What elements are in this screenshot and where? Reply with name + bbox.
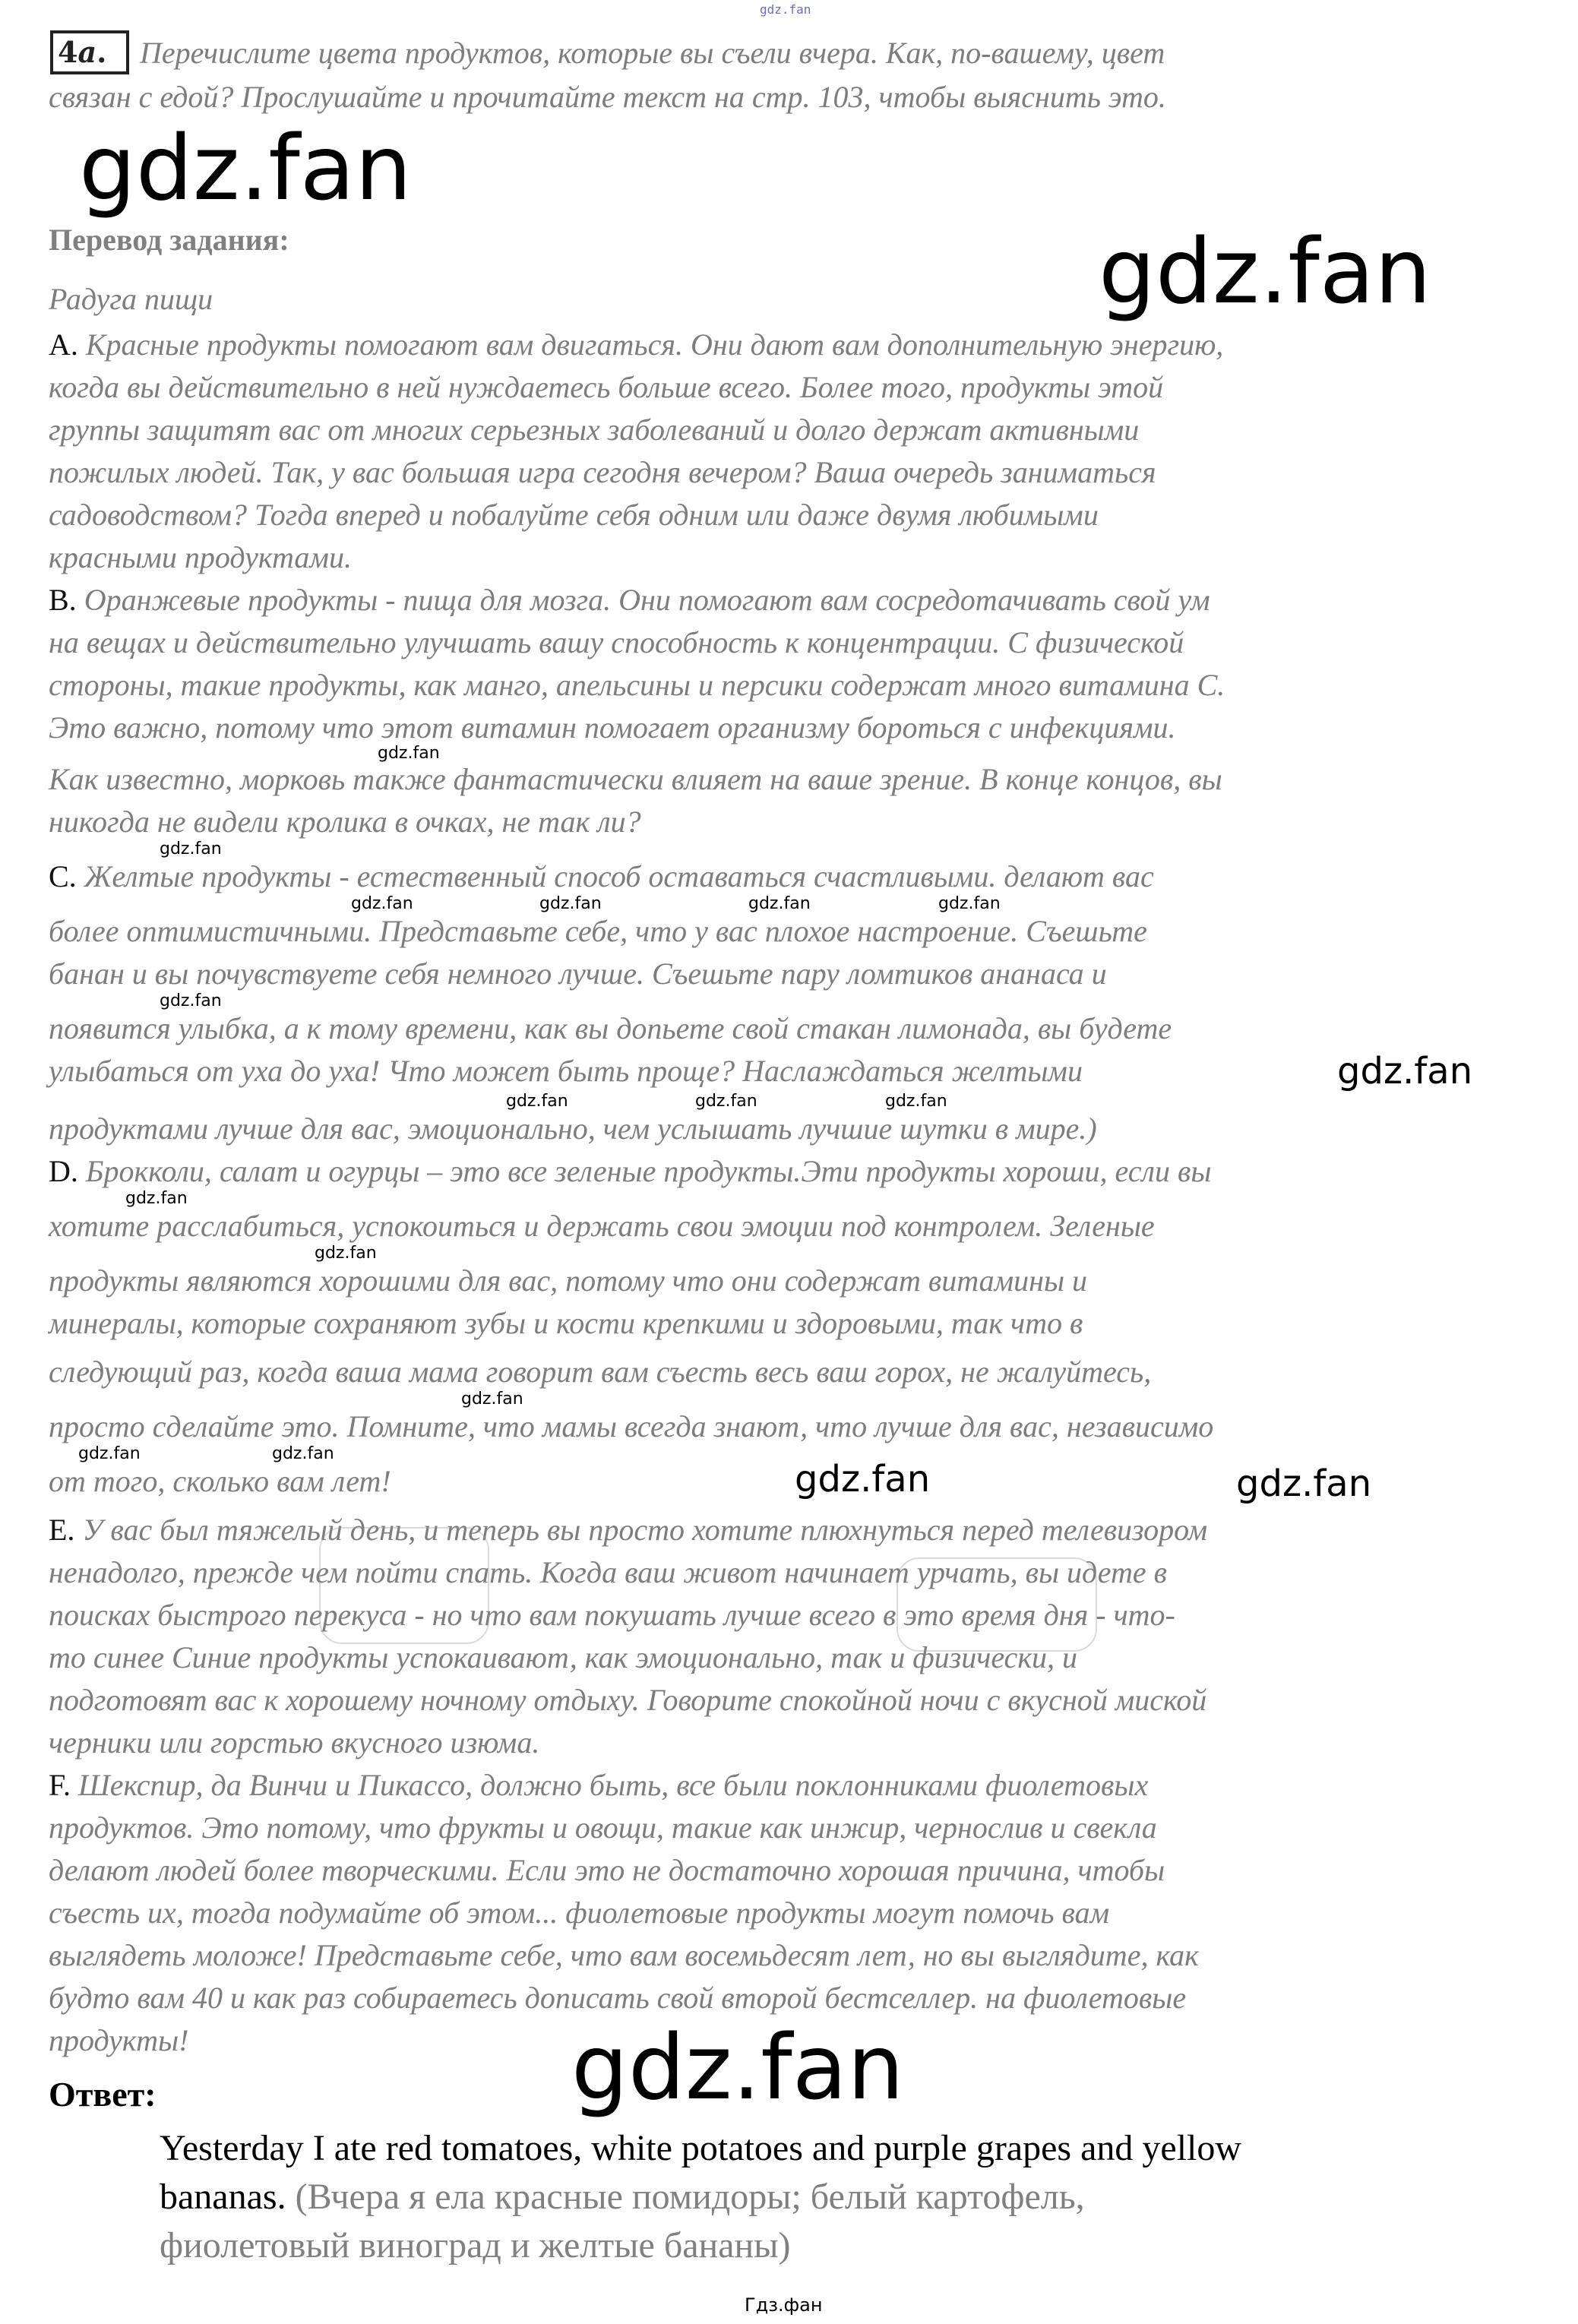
section-line xyxy=(49,1769,1148,1802)
ghost-mark xyxy=(897,1557,1097,1652)
section-text: Шекспир, да Винчи и Пикассо, должно быть, все были поклонниками фиолетовых xyxy=(78,1768,1149,1802)
task-number xyxy=(58,33,106,71)
section-line: когда вы действительно в ней нуждаетесь больше всего. Более того, продукты этой xyxy=(49,370,1164,404)
section-line: будто вам 40 и как раз собираетесь дописать свой второй бестселлер. на фиолетовые xyxy=(49,1981,1187,2015)
section-line: красными продуктами. xyxy=(49,540,352,574)
section-letter: D. xyxy=(49,1154,78,1188)
section-line: банан и вы почувствуете себя немного лучше. Съешьте пару ломтиков ананаса и xyxy=(49,956,1107,991)
section-line: продукты являются хорошими для вас, потому что они содержат витамины и xyxy=(49,1263,1088,1298)
section-line: продуктами лучше для вас, эмоционально, чем услышать лучшие шутки в мире.) xyxy=(49,1111,1097,1146)
task-number-letter: a xyxy=(77,35,97,69)
section-line: на вещах и действительно улучшать вашу способность к концентрации. С физической xyxy=(49,625,1184,659)
ghost-mark xyxy=(319,1527,489,1644)
section-line: подготовят вас к хорошему ночному отдыху. Говорите спокойной ночи с вкусной миской xyxy=(49,1683,1207,1717)
section-line xyxy=(49,860,1154,893)
section-line: никогда не видели кролика в очках, не так ли? xyxy=(49,805,641,839)
task-number-dot: . xyxy=(96,35,107,69)
section-line: выглядеть моложе! Представьте себе, что вам восемьдесят лет, но вы выглядите, как xyxy=(49,1938,1199,1972)
section-line: пожилых людей. Так, у вас большая игра сегодня вечером? Ваша очередь заниматься xyxy=(49,455,1156,489)
section-line: то синее Синие продукты успокаивают, как эмоционально, так и физически, и xyxy=(49,1640,1078,1674)
section-letter: A. xyxy=(49,327,78,362)
watermark-medium: gdz.fan xyxy=(795,1458,931,1500)
watermark-small: gdz.fan xyxy=(160,991,222,1010)
translation-heading: Перевод задания: xyxy=(49,223,289,257)
section-line: хотите расслабиться, успокоиться и держать свои эмоции под контролем. Зеленые xyxy=(49,1209,1155,1243)
section-line: садоводством? Тогда вперед и побалуйте себя одним или даже двумя любимыми xyxy=(49,498,1099,532)
watermark-top: gdz.fan xyxy=(760,2,811,17)
section-line: появится улыбка, а к тому времени, как вы допьете свой стакан лимонада, вы будете xyxy=(49,1011,1172,1045)
section-line: следующий раз, когда ваша мама говорит вам съесть весь ваш горох, не жалуйтесь, xyxy=(49,1355,1152,1389)
answer-line-2 xyxy=(160,2176,1085,2218)
section-line xyxy=(49,1513,1207,1547)
section-letter: B. xyxy=(49,583,77,617)
watermark-small: gdz.fan xyxy=(461,1390,523,1409)
section-line: Это важно, потому что этот витамин помогает организму бороться с инфекциями. xyxy=(49,710,1176,745)
watermark-small: gdz.fan xyxy=(351,894,413,913)
section-line: продукты! xyxy=(49,2023,189,2057)
section-line xyxy=(49,1155,1211,1188)
watermark-small: gdz.fan xyxy=(938,894,1001,913)
section-line xyxy=(49,583,1210,617)
section-text: У вас был тяжелый день, и теперь вы просто хотите плюхнуться перед телевизором xyxy=(82,1513,1208,1547)
section-line: улыбаться от уха до уха! Что может быть проще? Наслаждаться желтыми xyxy=(49,1054,1083,1088)
watermark-big-3: gdz.fan xyxy=(571,2015,904,2120)
section-line: стороны, такие продукты, как манго, апельсины и персики содержат много витамина С. xyxy=(49,668,1225,702)
watermark-small: gdz.fan xyxy=(885,1092,947,1111)
answer-english-line-2: bananas. xyxy=(160,2177,286,2217)
section-text: Желтые продукты - естественный способ оставаться счастливыми. делают вас xyxy=(84,859,1154,893)
section-line: поисках быстрого перекуса - но что вам покушать лучше всего в это время дня - что- xyxy=(49,1598,1175,1632)
section-line: ненадолго, прежде чем пойти спать. Когда ваш живот начинает урчать, вы идете в xyxy=(49,1555,1167,1589)
watermark-small: gdz.fan xyxy=(125,1189,188,1208)
section-letter: E. xyxy=(49,1513,75,1547)
watermark-small: gdz.fan xyxy=(506,1092,568,1111)
watermark-big-2: gdz.fan xyxy=(1099,219,1431,324)
section-line: черники или горстью вкусного изюма. xyxy=(49,1725,540,1760)
watermark-small: gdz.fan xyxy=(695,1092,757,1111)
watermark-small: gdz.fan xyxy=(272,1444,334,1463)
watermark-small: gdz.fan xyxy=(78,1444,141,1463)
watermark-small: gdz.fan xyxy=(539,894,602,913)
section-line: съесть их, тогда подумайте об этом... фиолетовые продукты могут помочь вам xyxy=(49,1896,1110,1930)
section-text: Брокколи, салат и огурцы – это все зеленые продукты.Эти продукты хороши, если вы xyxy=(85,1154,1212,1188)
watermark-medium: gdz.fan xyxy=(1236,1462,1372,1505)
answer-russian-line-3: фиолетовый виноград и желтые бананы) xyxy=(160,2225,791,2266)
answer-heading: Ответ: xyxy=(49,2075,157,2114)
answer-russian-line-2: (Вчера я ела красные помидоры; белый картофель, xyxy=(295,2177,1085,2217)
watermark-big-1: gdz.fan xyxy=(79,115,412,220)
section-line: минералы, которые сохраняют зубы и кости крепкими и здоровыми, так что в xyxy=(49,1306,1083,1340)
task-text-line-2: связан с едой? Прослушайте и прочитайте текст на стр. 103, чтобы выяснить это. xyxy=(49,80,1166,114)
task-number-digit: 4 xyxy=(58,35,78,69)
section-line: группы защитят вас от многих серьезных заболеваний и долго держат активными xyxy=(49,413,1140,447)
section-line: Как известно, морковь также фантастически влияет на ваше зрение. В конце концов, вы xyxy=(49,762,1222,796)
watermark-small: gdz.fan xyxy=(160,839,222,858)
text-title: Радуга пищи xyxy=(49,282,213,316)
watermark-medium: gdz.fan xyxy=(1337,1050,1473,1092)
section-letter: C. xyxy=(49,859,77,893)
answer-english-line-1: Yesterday I ate red tomatoes, white potatoes and purple grapes and yellow xyxy=(160,2128,1242,2168)
watermark-small: gdz.fan xyxy=(315,1244,377,1263)
section-text: Красные продукты помогают вам двигаться. Они дают вам дополнительную энергию, xyxy=(85,327,1224,362)
section-line: более оптимистичными. Представьте себе, что у вас плохое настроение. Съешьте xyxy=(49,914,1147,948)
task-number-box xyxy=(50,30,129,74)
section-line: просто сделайте это. Помните, что мамы всегда знают, что лучше для вас, независимо xyxy=(49,1409,1214,1443)
section-text: Оранжевые продукты - пища для мозга. Они помогают вам сосредотачивать свой ум xyxy=(84,583,1210,617)
section-line xyxy=(49,328,1223,362)
task-text-line-1: Перечислите цвета продуктов, которые вы съели вчера. Как, по-вашему, цвет xyxy=(140,36,1165,70)
watermark-small: gdz.fan xyxy=(748,894,811,913)
section-line: делают людей более творческими. Если это не достаточно хорошая причина, чтобы xyxy=(49,1853,1165,1887)
section-line: продуктов. Это потому, что фрукты и овощи, такие как инжир, чернослив и свекла xyxy=(49,1810,1157,1845)
section-letter: F. xyxy=(49,1768,71,1802)
section-line: от того, сколько вам лет! xyxy=(49,1464,391,1498)
watermark-small: gdz.fan xyxy=(378,744,440,763)
footer-watermark: Гдз.фан xyxy=(745,2294,823,2316)
